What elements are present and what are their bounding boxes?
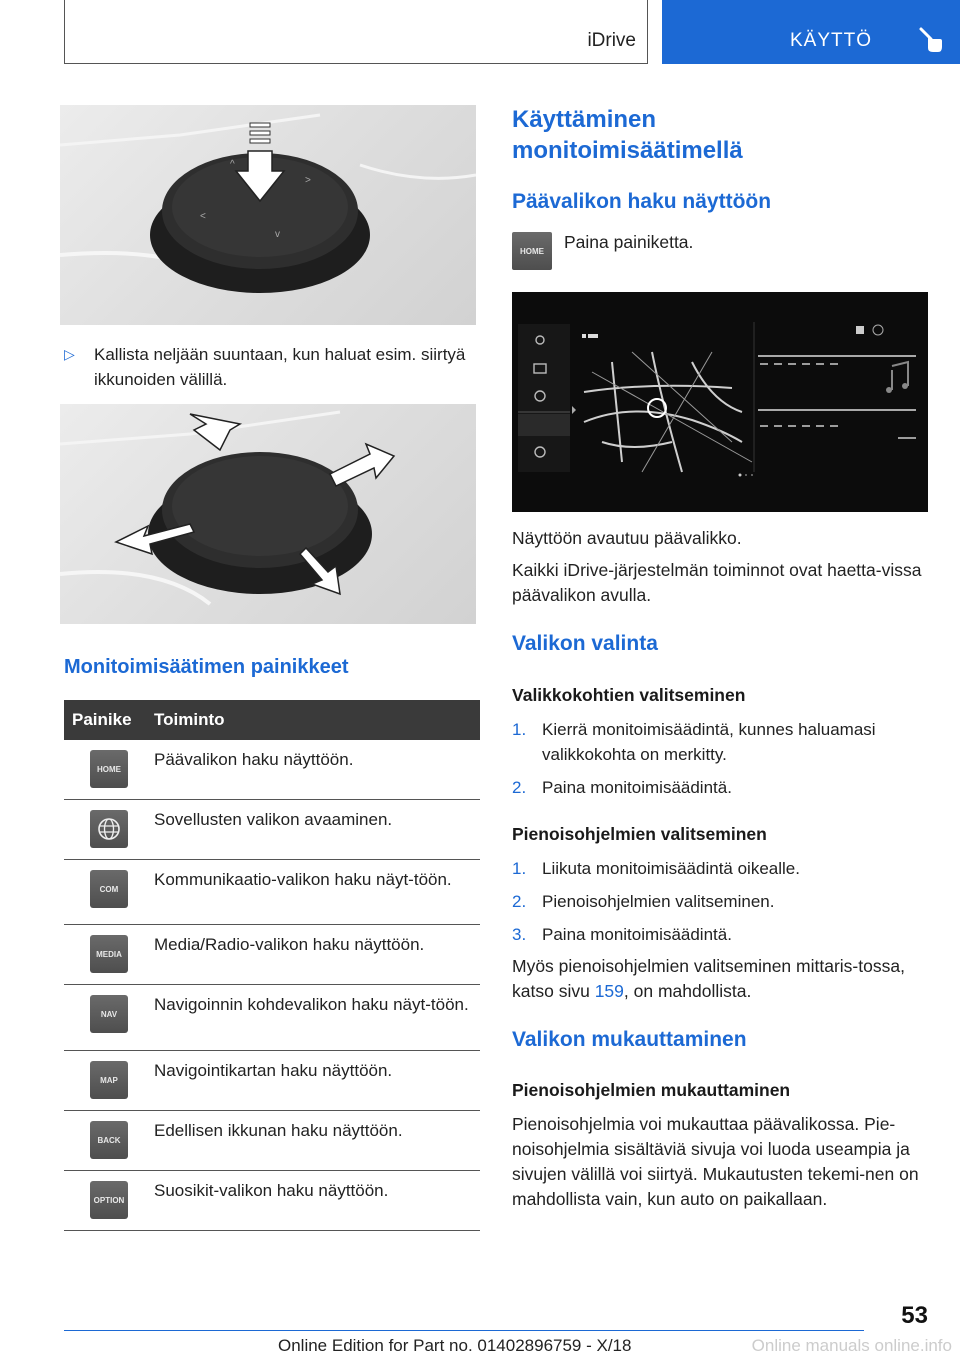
step-number: 1. <box>512 859 527 878</box>
step-number: 3. <box>512 925 527 944</box>
page-title: Käyttäminen monitoimisäätimellä <box>512 106 743 164</box>
table-row <box>64 925 480 985</box>
media-key-icon: MEDIA <box>90 935 128 973</box>
step-number: 2. <box>512 778 527 797</box>
cluster-text: Myös pienoisohjelmien valitseminen mittaris-tossa, katso sivu 159, on mahdollista. <box>512 956 905 1001</box>
svg-text:v: v <box>275 229 280 240</box>
table-row <box>64 860 480 925</box>
option-key-icon: OPTION <box>90 1181 128 1219</box>
header-frame <box>64 0 648 64</box>
press-text: Paina painiketta. <box>564 232 694 252</box>
table-cell-function: Navigoinnin kohdevalikon haku näyt-töön. <box>154 995 469 1014</box>
table-header-button: Painike <box>72 710 132 729</box>
page-link[interactable]: 159 <box>594 981 624 1001</box>
customize-subheading: Pienoisohjelmien mukauttaminen <box>512 1080 791 1100</box>
footer-edition: Online Edition for Part no. 01402896759 - X/18 <box>278 1336 632 1355</box>
table-cell-function: Media/Radio-valikon haku näyttöön. <box>154 935 425 954</box>
idrive-main-menu-screenshot <box>512 292 928 512</box>
main-menu-heading: Päävalikon haku näyttöön <box>512 190 772 213</box>
step-text: Paina monitoimisäädintä. <box>542 925 732 944</box>
chapter-tab-label: KÄYTTÖ <box>790 30 873 51</box>
table-row <box>64 1171 480 1231</box>
step-number: 2. <box>512 892 527 911</box>
step-number: 1. <box>512 720 527 739</box>
controller-press-photo <box>60 105 476 325</box>
tilt-bullet-text: Kallista neljään suuntaan, kun haluat esim. siirtyä ikkunoiden välillä. <box>94 345 466 389</box>
table-row <box>64 985 480 1051</box>
table-cell-function: Navigointikartan haku näyttöön. <box>154 1061 393 1080</box>
map-key-icon: MAP <box>90 1061 128 1099</box>
footer-divider <box>64 1330 864 1331</box>
widget-steps-list <box>512 856 926 947</box>
table-row <box>64 800 480 860</box>
chapter-tab[interactable] <box>662 0 960 64</box>
globe-icon <box>90 810 128 848</box>
items-steps-list <box>512 717 926 800</box>
home-key-icon: HOME <box>90 750 128 788</box>
section-title: iDrive <box>587 30 636 51</box>
footer-watermark: Online manuals online.info <box>751 1336 952 1355</box>
items-subheading: Valikkokohtien valitseminen <box>512 685 746 705</box>
customize-heading: Valikon mukauttaminen <box>512 1028 747 1051</box>
step-text: Liikuta monitoimisäädintä oikealle. <box>542 859 800 878</box>
tilt-bullet <box>64 342 476 392</box>
step-text: Paina monitoimisäädintä. <box>542 778 732 797</box>
table-header-function: Toiminto <box>154 710 225 729</box>
list-item <box>512 856 926 881</box>
home-key-icon: HOME <box>512 232 552 270</box>
pointing-hand-icon <box>918 26 944 59</box>
list-item <box>512 922 926 947</box>
table-header <box>64 700 480 740</box>
step-text: Kierrä monitoimisäädintä, kunnes haluamasi valikkokohta on merkitty. <box>542 720 876 764</box>
com-key-icon: COM <box>90 870 128 908</box>
page-number: 53 <box>901 1302 928 1329</box>
list-item <box>512 775 926 800</box>
triangle-bullet-icon: ▷ <box>64 346 75 362</box>
table-cell-function: Edellisen ikkunan haku näyttöön. <box>154 1121 403 1140</box>
table-row <box>64 1111 480 1171</box>
all-functions-text: Kaikki iDrive-järjestelmän toiminnot ovat haetta-vissa päävalikon avulla. <box>512 560 922 605</box>
list-item <box>512 889 926 914</box>
list-item <box>512 717 926 767</box>
step-text: Pienoisohjelmien valitseminen. <box>542 892 775 911</box>
controller-tilt-photo <box>60 404 476 624</box>
table-cell-function: Kommunikaatio-valikon haku näyt-töön. <box>154 870 452 889</box>
table-cell-function: Sovellusten valikon avaaminen. <box>154 810 393 829</box>
svg-text:<: < <box>200 211 206 222</box>
buttons-section-title: Monitoimisäätimen painikkeet <box>64 656 349 678</box>
table-cell-function: Päävalikon haku näyttöön. <box>154 750 354 769</box>
select-heading: Valikon valinta <box>512 632 658 655</box>
table-row <box>64 1051 480 1111</box>
table-row <box>64 740 480 800</box>
back-key-icon: BACK <box>90 1121 128 1159</box>
svg-text:^: ^ <box>230 159 235 170</box>
screen-opens-text: Näyttöön avautuu päävalikko. <box>512 528 742 548</box>
svg-text:>: > <box>305 175 311 186</box>
nav-key-icon: NAV <box>90 995 128 1033</box>
widgets-subheading: Pienoisohjelmien valitseminen <box>512 824 767 844</box>
buttons-table <box>64 700 480 1231</box>
customize-text: Pienoisohjelmia voi mukauttaa päävalikossa. Pie-noisohjelmia sisältäviä sivuja voi luoda useampia ja sivujen välillä voi siirtyä. Mukautusten tekemi-nen on mahdollista vain, kun auto on paikallaan. <box>512 1114 919 1209</box>
table-cell-function: Suosikit-valikon haku näyttöön. <box>154 1181 389 1200</box>
